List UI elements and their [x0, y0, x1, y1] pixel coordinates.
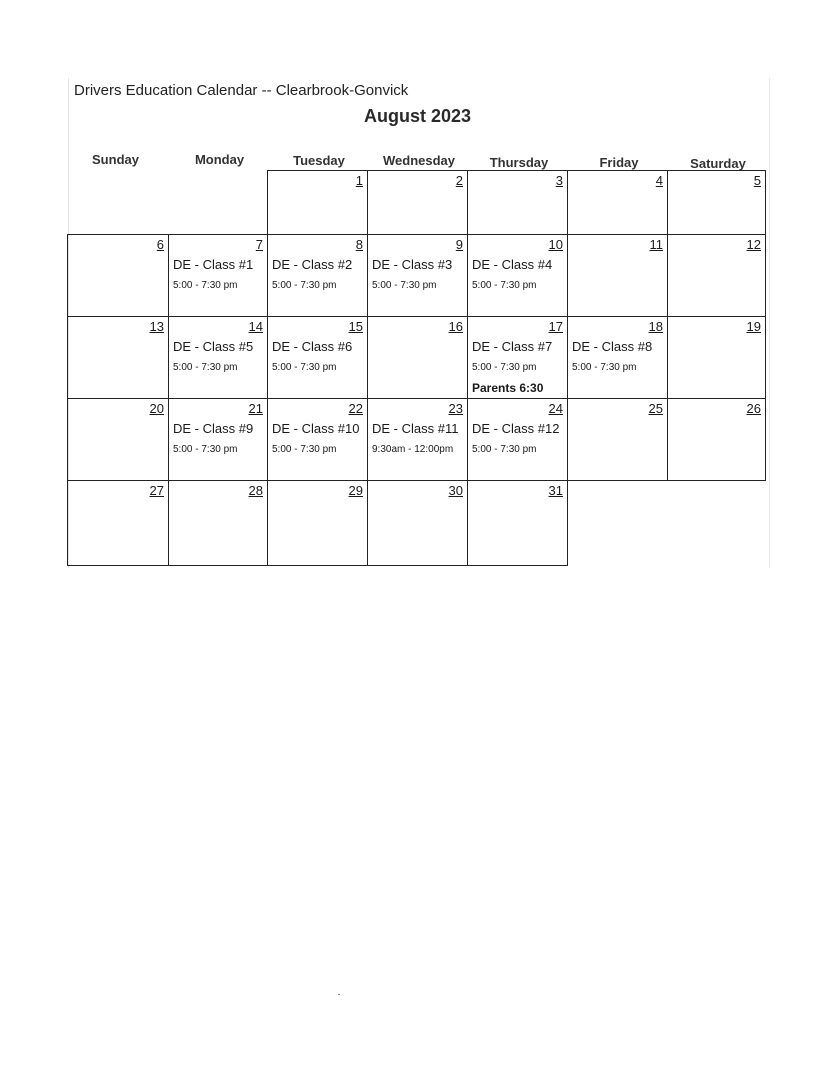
day-cell-7: [168, 234, 268, 317]
day-cell-4: [567, 170, 668, 235]
day-cell-2: [367, 170, 468, 235]
event-note: Parents 6:30: [472, 381, 544, 395]
day-number: 11: [649, 237, 663, 252]
day-number: 26: [746, 401, 761, 416]
day-cell-10: [467, 234, 568, 317]
event-title: DE - Class #8: [572, 339, 653, 354]
event-title: DE - Class #4: [472, 257, 553, 272]
day-number: 10: [548, 237, 563, 252]
day-cell-28: [168, 480, 268, 566]
day-cell-13: [67, 316, 169, 399]
day-number: 9: [455, 237, 463, 252]
empty-day-cell: [667, 480, 766, 566]
event-title: DE - Class #2: [272, 257, 353, 272]
day-number: 12: [746, 237, 761, 252]
day-cell-15: [267, 316, 368, 399]
day-number: 27: [149, 483, 164, 498]
event-time: 5:00 - 7:30 pm: [272, 280, 337, 291]
event-title: DE - Class #11: [372, 421, 459, 436]
empty-day-cell: [567, 480, 668, 566]
day-number: 23: [448, 401, 463, 416]
weekday-thursday: Thursday: [489, 155, 549, 170]
event-time: 5:00 - 7:30 pm: [272, 362, 337, 373]
day-number: 14: [248, 319, 263, 334]
day-number: 22: [348, 401, 363, 416]
event-time: 5:00 - 7:30 pm: [472, 280, 537, 291]
event-time: 5:00 - 7:30 pm: [173, 444, 238, 455]
day-number: 17: [548, 319, 563, 334]
event-title: DE - Class #5: [173, 339, 254, 354]
day-number: 7: [255, 237, 263, 252]
calendar-title: Drivers Education Calendar -- Clearbrook-Gonvick: [74, 82, 409, 99]
event-time: 5:00 - 7:30 pm: [173, 280, 238, 291]
day-number: 31: [548, 483, 563, 498]
month-title: August 2023: [363, 106, 472, 126]
day-number: 25: [648, 401, 663, 416]
weekday-wednesday: Wednesday: [382, 153, 455, 168]
event-title: DE - Class #12: [472, 421, 560, 436]
day-cell-1: [267, 170, 368, 235]
day-cell-17: [467, 316, 568, 399]
day-number: 19: [746, 319, 761, 334]
empty-day-cell: [67, 170, 169, 235]
event-title: DE - Class #9: [173, 421, 254, 436]
day-cell-18: [567, 316, 668, 399]
event-time: 5:00 - 7:30 pm: [372, 280, 437, 291]
event-title: DE - Class #1: [173, 257, 254, 272]
day-cell-25: [567, 398, 668, 481]
day-cell-23: [367, 398, 468, 481]
day-cell-12: [667, 234, 766, 317]
event-title: DE - Class #10: [272, 421, 360, 436]
day-cell-20: [67, 398, 169, 481]
day-number: 1: [355, 173, 363, 188]
event-time: 9:30am - 12:00pm: [372, 444, 454, 455]
day-cell-6: [67, 234, 169, 317]
day-number: 28: [248, 483, 263, 498]
day-number: 20: [149, 401, 164, 416]
day-cell-3: [467, 170, 568, 235]
day-number: 30: [448, 483, 463, 498]
event-time: 5:00 - 7:30 pm: [173, 362, 238, 373]
event-title: DE - Class #7: [472, 339, 553, 354]
weekday-monday: Monday: [194, 152, 245, 167]
day-number: 4: [655, 173, 663, 188]
day-number: 3: [555, 173, 563, 188]
day-cell-11: [567, 234, 668, 317]
day-cell-8: [267, 234, 368, 317]
day-cell-5: [667, 170, 766, 235]
weekday-friday: Friday: [599, 155, 639, 170]
day-number: 6: [156, 237, 164, 252]
day-cell-21: [168, 398, 268, 481]
day-number: 8: [355, 237, 363, 252]
day-number: 2: [455, 173, 463, 188]
day-cell-24: [467, 398, 568, 481]
day-cell-19: [667, 316, 766, 399]
page-speck: [338, 994, 340, 995]
day-cell-22: [267, 398, 368, 481]
day-number: 5: [753, 173, 761, 188]
day-number: 13: [149, 319, 164, 334]
day-cell-27: [67, 480, 169, 566]
event-time: 5:00 - 7:30 pm: [572, 362, 637, 373]
event-title: DE - Class #6: [272, 339, 353, 354]
day-number: 29: [348, 483, 363, 498]
weekday-tuesday: Tuesday: [293, 153, 345, 168]
day-cell-16: [367, 316, 468, 399]
weekday-saturday: Saturday: [690, 156, 746, 171]
event-time: 5:00 - 7:30 pm: [472, 362, 537, 373]
day-cell-31: [467, 480, 568, 566]
day-number: 21: [248, 401, 263, 416]
day-cell-9: [367, 234, 468, 317]
day-number: 18: [648, 319, 663, 334]
empty-day-cell: [168, 170, 268, 235]
day-cell-26: [667, 398, 766, 481]
weekday-sunday: Sunday: [92, 152, 139, 167]
event-time: 5:00 - 7:30 pm: [272, 444, 337, 455]
event-time: 5:00 - 7:30 pm: [472, 444, 537, 455]
day-cell-14: [168, 316, 268, 399]
day-number: 24: [548, 401, 563, 416]
day-number: 16: [448, 319, 463, 334]
event-title: DE - Class #3: [372, 257, 453, 272]
day-cell-30: [367, 480, 468, 566]
day-number: 15: [348, 319, 363, 334]
day-cell-29: [267, 480, 368, 566]
